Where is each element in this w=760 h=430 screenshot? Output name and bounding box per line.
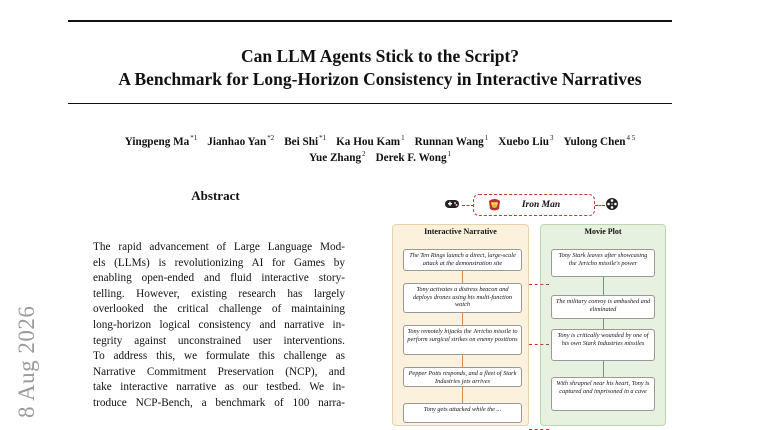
- narrative-arrow: [462, 313, 463, 325]
- movie-plot-card: With shrapnel near his heart, Tony is captured and imprisoned in a cave: [551, 377, 655, 411]
- movie-plot-card: Tony is critically wounded by one of his own Stark Industries missiles: [551, 329, 655, 361]
- abstract-line: Narrative Commitment Preservation (NCP), and: [93, 365, 345, 378]
- teaser-figure: [390, 188, 690, 413]
- author-name: Jianhao Yan: [207, 136, 267, 148]
- narrative-arrow: [462, 355, 463, 367]
- interactive-narrative-panel: [392, 224, 529, 426]
- author-affiliation: 3: [549, 134, 554, 142]
- abstract-line: telling. However, existing research has largely: [93, 287, 345, 300]
- cross-link: [529, 284, 549, 285]
- abstract-line: tegrity against unconstrained user interventions.: [93, 334, 345, 347]
- author-name: Yue Zhang: [308, 152, 362, 164]
- film-reel-icon: [605, 197, 619, 213]
- abstract-line: els (LLMs) is revolutionizing AI for Games by: [93, 256, 345, 269]
- author: [376, 152, 451, 164]
- abstract-heading: Abstract: [191, 188, 240, 203]
- narrative-arrow: [462, 387, 463, 403]
- movie-plot-card: Tony Stark leaves after showcasing the Jericho missile's power: [551, 249, 655, 277]
- interactive-narrative-card: Tony remotely hijacks the Jericho missile to perform surgical strikes on enemy positions: [403, 325, 522, 355]
- paper-title-line1: Can LLM Agents Stick to the Script?: [240, 46, 520, 66]
- abstract-line: enabling open-ended and fluid interactive story-: [93, 272, 345, 285]
- narrative-arrow: [462, 271, 463, 283]
- abstract-line: overlooked the critical challenge of maintaining: [93, 303, 345, 316]
- abstract-line: troduce NCP-Bench, a benchmark of 100 narra-: [93, 396, 345, 409]
- author-name: Runnan Wang: [414, 136, 484, 148]
- bottom-rule-thin: [68, 103, 672, 104]
- abstract-line: To address this, we formulate this challenge as: [93, 350, 345, 363]
- plot-arrow: [603, 319, 604, 329]
- iron-man-label: Iron Man: [521, 200, 561, 210]
- author-affiliation: 1: [447, 150, 452, 158]
- interactive-narrative-card: Pepper Potts responds, and a fleet of Stark Industries jets arrives: [403, 367, 522, 387]
- movie-plot-panel: [540, 224, 666, 426]
- author-name: Derek F. Wong: [375, 152, 447, 164]
- author-name: Ka Hou Kam: [336, 136, 401, 148]
- author-name: Xuebo Liu: [498, 136, 549, 148]
- right-dash-link: [595, 205, 605, 206]
- interactive-narrative-card: The Ten Rings launch a direct, large-scale attack at the demonstration site: [403, 249, 522, 271]
- author-affiliation: *1: [319, 134, 327, 142]
- interactive-narrative-card: Tony activates a distress beacon and deploys drones using his multi-function watch: [403, 283, 522, 313]
- author-affiliation: *1: [190, 134, 198, 142]
- author-affiliation: 1: [401, 134, 405, 142]
- top-rule-thick: [68, 20, 672, 22]
- author-affiliation: 1: [484, 134, 489, 142]
- movie-plot-title: Movie Plot: [584, 227, 622, 236]
- abstract-line: The rapid advancement of Large Language Mod-: [93, 241, 345, 253]
- interactive-narrative-card: Tony gets attacked while the ...: [403, 403, 522, 423]
- plot-arrow: [603, 361, 604, 377]
- author-name: Yulong Chen: [563, 136, 626, 148]
- author-affiliation: *2: [267, 134, 275, 142]
- movie-plot-card: The military convoy is ambushed and eliminated: [551, 295, 655, 319]
- cross-link: [529, 344, 549, 345]
- plot-arrow: [603, 277, 604, 295]
- abstract-line: take interactive narrative as our testbed. We in-: [93, 381, 345, 394]
- author-name: Yingpeng Ma: [124, 136, 190, 148]
- author-name: Bei Shi: [284, 136, 319, 148]
- gamepad-icon: [444, 198, 460, 212]
- paper-title-line2: A Benchmark for Long-Horizon Consistency in Interactive Narratives: [118, 69, 642, 89]
- arxiv-side-date: 8 Aug 2026: [14, 305, 39, 418]
- author-affiliation: 2: [362, 150, 366, 158]
- author-affiliation: 4 5: [626, 134, 636, 142]
- abstract-body: [93, 240, 345, 412]
- authors-row-2: [0, 147, 760, 166]
- abstract-line: long-horizon logical consistency and narrative in-: [93, 318, 345, 331]
- author: [309, 152, 366, 164]
- iron-man-icon: [488, 198, 501, 214]
- iron-man-label-box: [473, 194, 595, 216]
- interactive-narrative-title: Interactive Narrative: [424, 227, 497, 236]
